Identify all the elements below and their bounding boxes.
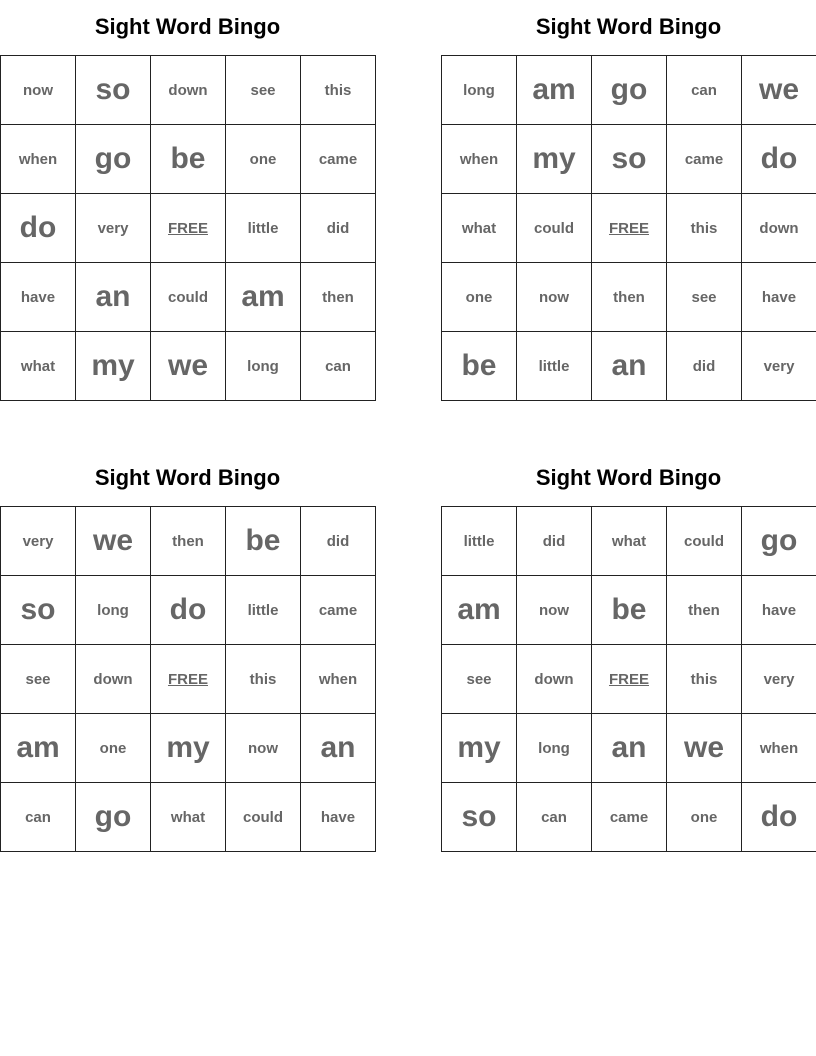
bingo-cell: be — [592, 576, 667, 645]
bingo-cell: be — [151, 125, 226, 194]
grid-row — [442, 263, 816, 332]
bingo-cell: so — [76, 56, 151, 125]
bingo-cell: can — [1, 783, 76, 852]
bingo-cell: am — [442, 576, 517, 645]
card-title: Sight Word Bingo — [535, 14, 722, 39]
bingo-cell: did — [301, 507, 376, 576]
bingo-cell: we — [742, 56, 816, 125]
bingo-cell: what — [442, 194, 517, 263]
bingo-cell: have — [301, 783, 376, 852]
bingo-cell: so — [592, 125, 667, 194]
bingo-cell: what — [1, 332, 76, 401]
bingo-cell: could — [517, 194, 592, 263]
grid-row — [442, 645, 816, 714]
bingo-cell: see — [442, 645, 517, 714]
bingo-grid — [441, 506, 816, 852]
bingo-cell: can — [517, 783, 592, 852]
bingo-cell: one — [76, 714, 151, 783]
bingo-cell: when — [742, 714, 816, 783]
card-title: Sight Word Bingo — [94, 14, 281, 39]
bingo-cell: now — [1, 56, 76, 125]
bingo-cell: came — [592, 783, 667, 852]
bingo-cell: could — [151, 263, 226, 332]
grid-row — [1, 125, 376, 194]
bingo-cell: have — [742, 576, 816, 645]
bingo-cell: do — [1, 194, 76, 263]
grid-row — [1, 263, 376, 332]
bingo-cell: do — [742, 783, 816, 852]
bingo-cell: came — [301, 125, 376, 194]
bingo-cell: then — [301, 263, 376, 332]
bingo-cell: this — [226, 645, 301, 714]
bingo-cell: then — [592, 263, 667, 332]
bingo-cell: we — [667, 714, 742, 783]
bingo-cell: very — [742, 645, 816, 714]
bingo-cell: go — [592, 56, 667, 125]
bingo-cell: long — [517, 714, 592, 783]
bingo-cell: see — [667, 263, 742, 332]
bingo-cell: came — [667, 125, 742, 194]
bingo-cell: now — [517, 263, 592, 332]
bingo-cell: very — [1, 507, 76, 576]
free-space-cell: FREE — [592, 194, 667, 263]
bingo-cell: can — [301, 332, 376, 401]
bingo-cell: an — [301, 714, 376, 783]
bingo-cell: have — [1, 263, 76, 332]
bingo-cell: am — [226, 263, 301, 332]
bingo-cell: am — [517, 56, 592, 125]
bingo-cell: can — [667, 56, 742, 125]
bingo-cell: my — [442, 714, 517, 783]
bingo-cell: did — [517, 507, 592, 576]
bingo-cell: then — [151, 507, 226, 576]
bingo-cell: we — [76, 507, 151, 576]
bingo-cell: down — [517, 645, 592, 714]
bingo-cell: one — [667, 783, 742, 852]
bingo-cell: long — [76, 576, 151, 645]
bingo-cell: this — [667, 645, 742, 714]
bingo-cell: then — [667, 576, 742, 645]
card-title: Sight Word Bingo — [94, 465, 281, 490]
bingo-cell: one — [442, 263, 517, 332]
grid-row — [442, 332, 816, 401]
bingo-cell: my — [151, 714, 226, 783]
bingo-cell: when — [442, 125, 517, 194]
bingo-cell: this — [667, 194, 742, 263]
bingo-grid — [0, 55, 376, 401]
bingo-cell: very — [76, 194, 151, 263]
bingo-cell: could — [667, 507, 742, 576]
grid-row — [442, 194, 816, 263]
bingo-cell: very — [742, 332, 816, 401]
grid-row — [442, 714, 816, 783]
bingo-cell: this — [301, 56, 376, 125]
bingo-cell: did — [667, 332, 742, 401]
bingo-cell: be — [442, 332, 517, 401]
bingo-cell: an — [76, 263, 151, 332]
bingo-cell: go — [76, 125, 151, 194]
grid-row — [1, 783, 376, 852]
bingo-cell: did — [301, 194, 376, 263]
bingo-cell: little — [442, 507, 517, 576]
free-space-cell: FREE — [592, 645, 667, 714]
bingo-cell: little — [226, 576, 301, 645]
grid-row — [1, 576, 376, 645]
card-title: Sight Word Bingo — [535, 465, 722, 490]
grid-row — [442, 56, 816, 125]
bingo-cell: an — [592, 714, 667, 783]
bingo-cell: long — [226, 332, 301, 401]
bingo-cell: little — [517, 332, 592, 401]
bingo-cell: my — [76, 332, 151, 401]
free-space-cell: FREE — [151, 645, 226, 714]
bingo-cell: so — [442, 783, 517, 852]
bingo-cell: have — [742, 263, 816, 332]
bingo-cell: do — [742, 125, 816, 194]
bingo-grid — [441, 55, 816, 401]
free-space-cell: FREE — [151, 194, 226, 263]
bingo-cell: when — [301, 645, 376, 714]
bingo-cell: when — [1, 125, 76, 194]
grid-row — [1, 645, 376, 714]
bingo-cell: see — [226, 56, 301, 125]
bingo-cell: now — [517, 576, 592, 645]
bingo-cell: now — [226, 714, 301, 783]
bingo-cell: see — [1, 645, 76, 714]
bingo-cell: down — [76, 645, 151, 714]
grid-row — [1, 332, 376, 401]
bingo-cell: go — [742, 507, 816, 576]
bingo-cell: we — [151, 332, 226, 401]
grid-row — [1, 56, 376, 125]
grid-row — [442, 576, 816, 645]
bingo-cell: be — [226, 507, 301, 576]
bingo-cell: down — [742, 194, 816, 263]
bingo-cell: go — [76, 783, 151, 852]
bingo-cell: do — [151, 576, 226, 645]
bingo-cell: down — [151, 56, 226, 125]
bingo-cell: what — [592, 507, 667, 576]
bingo-cell: my — [517, 125, 592, 194]
bingo-cell: one — [226, 125, 301, 194]
bingo-cell: little — [226, 194, 301, 263]
bingo-grid — [0, 506, 376, 852]
bingo-cell: could — [226, 783, 301, 852]
grid-row — [1, 507, 376, 576]
bingo-cell: what — [151, 783, 226, 852]
grid-row — [1, 714, 376, 783]
bingo-cell: came — [301, 576, 376, 645]
grid-row — [442, 783, 816, 852]
bingo-cell: long — [442, 56, 517, 125]
bingo-cell: an — [592, 332, 667, 401]
bingo-cell: am — [1, 714, 76, 783]
grid-row — [442, 125, 816, 194]
grid-row — [1, 194, 376, 263]
bingo-cell: so — [1, 576, 76, 645]
grid-row — [442, 507, 816, 576]
